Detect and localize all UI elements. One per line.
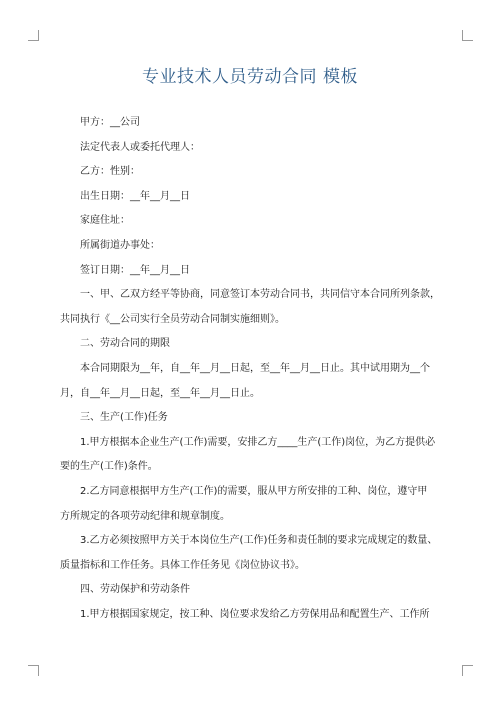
home-address-line: 家庭住址：: [80, 215, 130, 227]
clause-1-line-1: 一、甲、乙双方经平等协商，同意签订本劳动合同书，共同信守本合同所列条款，: [80, 289, 440, 301]
crop-mark-bottom-right: [462, 665, 473, 676]
crop-mark-bottom-left: [28, 665, 39, 676]
party-b-line: 乙方：性别：: [80, 166, 140, 178]
birth-date-line: 出生日期：__年__月__日: [80, 190, 190, 202]
task-3-line-2: 质量指标和工作任务。具体工作任务见《岗位协议书》。: [60, 559, 305, 571]
task-2-line-2: 方所规定的各项劳动纪律和规章制度。: [60, 510, 230, 522]
task-1-line-2: 要的生产(工作)条件。: [60, 461, 158, 473]
signing-date-line: 签订日期：__年__月__日: [80, 264, 190, 276]
section-heading-protection: 四、劳动保护和劳动条件: [80, 584, 190, 596]
term-line-2: 月，自__年__月__日起，至__年__月__日止。: [60, 387, 260, 399]
task-1-line-1: 1.甲方根据本企业生产(工作)需要，安排乙方____生产(工作)岗位，为乙方提供必: [80, 436, 436, 448]
clause-1-line-2: 共同执行《__公司实行全员劳动合同制实施细则》。: [60, 313, 285, 325]
crop-mark-top-right: [462, 30, 473, 41]
term-line-1: 本合同期限为__年，自__年__月__日起，至__年__月__日止。其中试用期为__个: [80, 362, 430, 374]
task-2-line-1: 2.乙方同意根据甲方生产(工作)的需要，服从甲方所安排的工种、岗位，遵守甲: [80, 485, 428, 497]
legal-representative-line: 法定代表人或委托代理人：: [80, 141, 200, 153]
document-title: 专业技术人员劳动合同 模板: [142, 67, 358, 87]
party-a-line: 甲方：__公司: [80, 117, 140, 128]
task-3-line-1: 3.乙方必须按照甲方关于本岗位生产(工作)任务和责任制的要求完成规定的数量、: [80, 535, 438, 547]
section-heading-tasks: 三、生产(工作)任务: [80, 412, 168, 424]
crop-mark-top-left: [28, 30, 39, 41]
protection-1-line-1: 1.甲方根据国家规定，按工种、岗位要求发给乙方劳保用品和配置生产、工作所: [80, 608, 430, 620]
street-office-line: 所属街道办事处：: [80, 239, 160, 251]
section-heading-term: 二、劳动合同的期限: [80, 338, 170, 350]
document-body: [60, 111, 444, 627]
